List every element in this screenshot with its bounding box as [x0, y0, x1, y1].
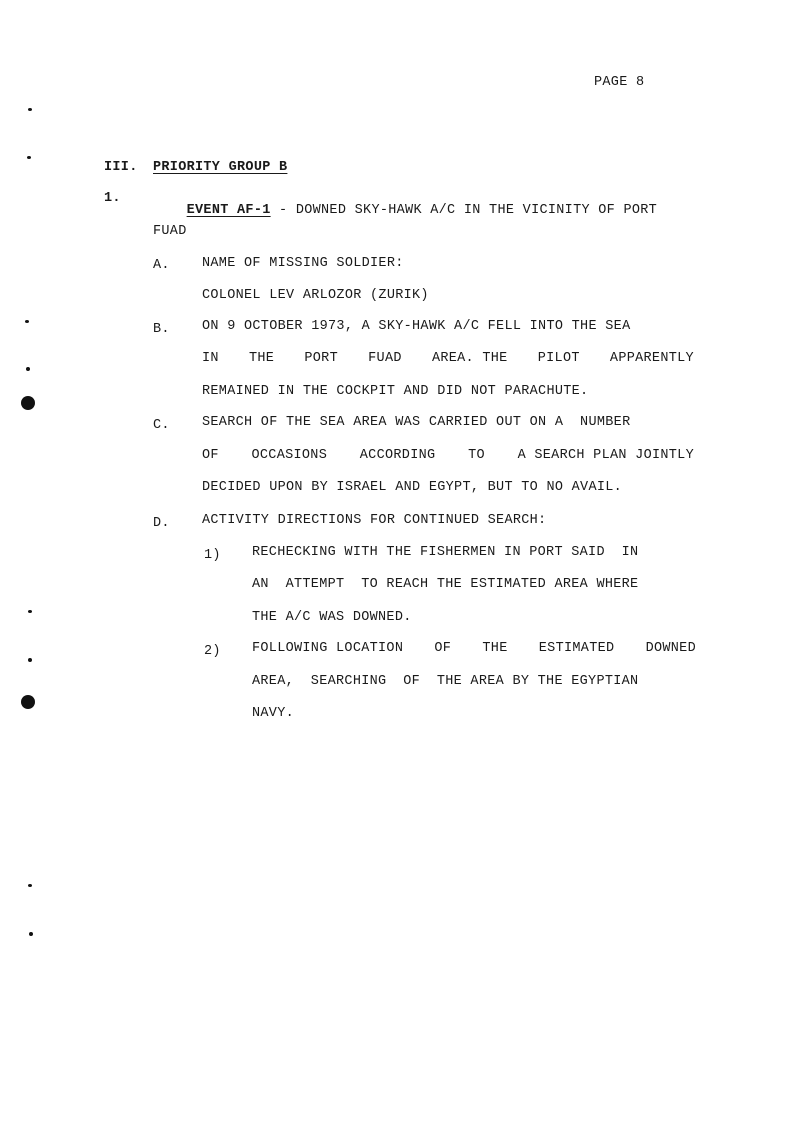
item-a-line2: COLONEL LEV ARLOZOR (ZURIK) — [202, 288, 429, 303]
word: THE — [482, 641, 508, 656]
word: APPARENTLY — [609, 351, 694, 366]
sub-item-2-line2: AREA, SEARCHING OF THE AREA BY THE EGYPTIAN — [252, 674, 639, 689]
sub-item-2-number: 2) — [204, 644, 221, 659]
item-d-letter: D. — [153, 516, 170, 531]
scan-speck — [28, 108, 32, 111]
scan-speck — [28, 610, 32, 613]
item-b-line2 — [202, 352, 694, 366]
item-b-line1: ON 9 OCTOBER 1973, A SKY-HAWK A/C FELL INTO THE SEA — [202, 319, 631, 334]
word: PILOT — [537, 351, 580, 366]
page-number: PAGE 8 — [594, 75, 645, 90]
scan-speck — [28, 884, 32, 887]
word: OF — [202, 448, 219, 463]
item-a-line1: NAME OF MISSING SOLDIER: — [202, 256, 404, 271]
event-title-line2: FUAD — [153, 224, 187, 239]
sub-item-1-line1: RECHECKING WITH THE FISHERMEN IN PORT SAID IN — [252, 545, 639, 560]
scan-speck — [25, 320, 29, 323]
item-c-letter: C. — [153, 418, 170, 433]
sub-item-1-line3: THE A/C WAS DOWNED. — [252, 610, 412, 625]
word: DOWNED — [645, 641, 696, 656]
scan-speck — [26, 367, 30, 371]
word: TO — [468, 448, 485, 463]
item-c-line1: SEARCH OF THE SEA AREA WAS CARRIED OUT ON A NUMBER — [202, 415, 631, 430]
item-a-letter: A. — [153, 258, 170, 273]
punch-hole-mark — [21, 695, 35, 709]
event-title-line1: - DOWNED SKY-HAWK A/C IN THE VICINITY OF PORT — [270, 202, 658, 218]
word: AREA. THE — [431, 351, 508, 366]
item-b-line3: REMAINED IN THE COCKPIT AND DID NOT PARACHUTE. — [202, 384, 589, 399]
word: PORT — [304, 351, 338, 366]
item-c-line2 — [202, 449, 694, 463]
word: FUAD — [368, 351, 402, 366]
item-c-line3: DECIDED UPON BY ISRAEL AND EGYPT, BUT TO NO AVAIL. — [202, 480, 623, 495]
scan-speck — [28, 658, 32, 662]
word: A SEARCH PLAN JOINTLY — [517, 448, 694, 463]
word: ESTIMATED — [538, 641, 615, 656]
section-numeral: III. — [104, 160, 138, 175]
word: ACCORDING — [359, 448, 436, 463]
item-b-letter: B. — [153, 322, 170, 337]
sub-item-1-number: 1) — [204, 548, 221, 563]
scan-speck — [29, 932, 33, 936]
item-d-line1: ACTIVITY DIRECTIONS FOR CONTINUED SEARCH: — [202, 513, 547, 528]
word: THE — [248, 351, 275, 366]
sub-item-2-line1 — [252, 642, 696, 656]
punch-hole-mark — [21, 396, 35, 410]
sub-item-1-line2: AN ATTEMPT TO REACH THE ESTIMATED AREA WHERE — [252, 577, 639, 592]
sub-item-2-line3: NAVY. — [252, 706, 295, 721]
word: FOLLOWING LOCATION — [252, 641, 404, 656]
word: IN — [202, 351, 219, 366]
event-number: 1. — [104, 191, 121, 206]
section-title: PRIORITY GROUP B — [153, 160, 288, 175]
scan-speck — [27, 156, 31, 159]
word: OF — [434, 641, 452, 656]
word: OCCASIONS — [251, 448, 328, 463]
event-label: EVENT AF-1 — [186, 202, 271, 218]
event-heading — [153, 190, 657, 231]
